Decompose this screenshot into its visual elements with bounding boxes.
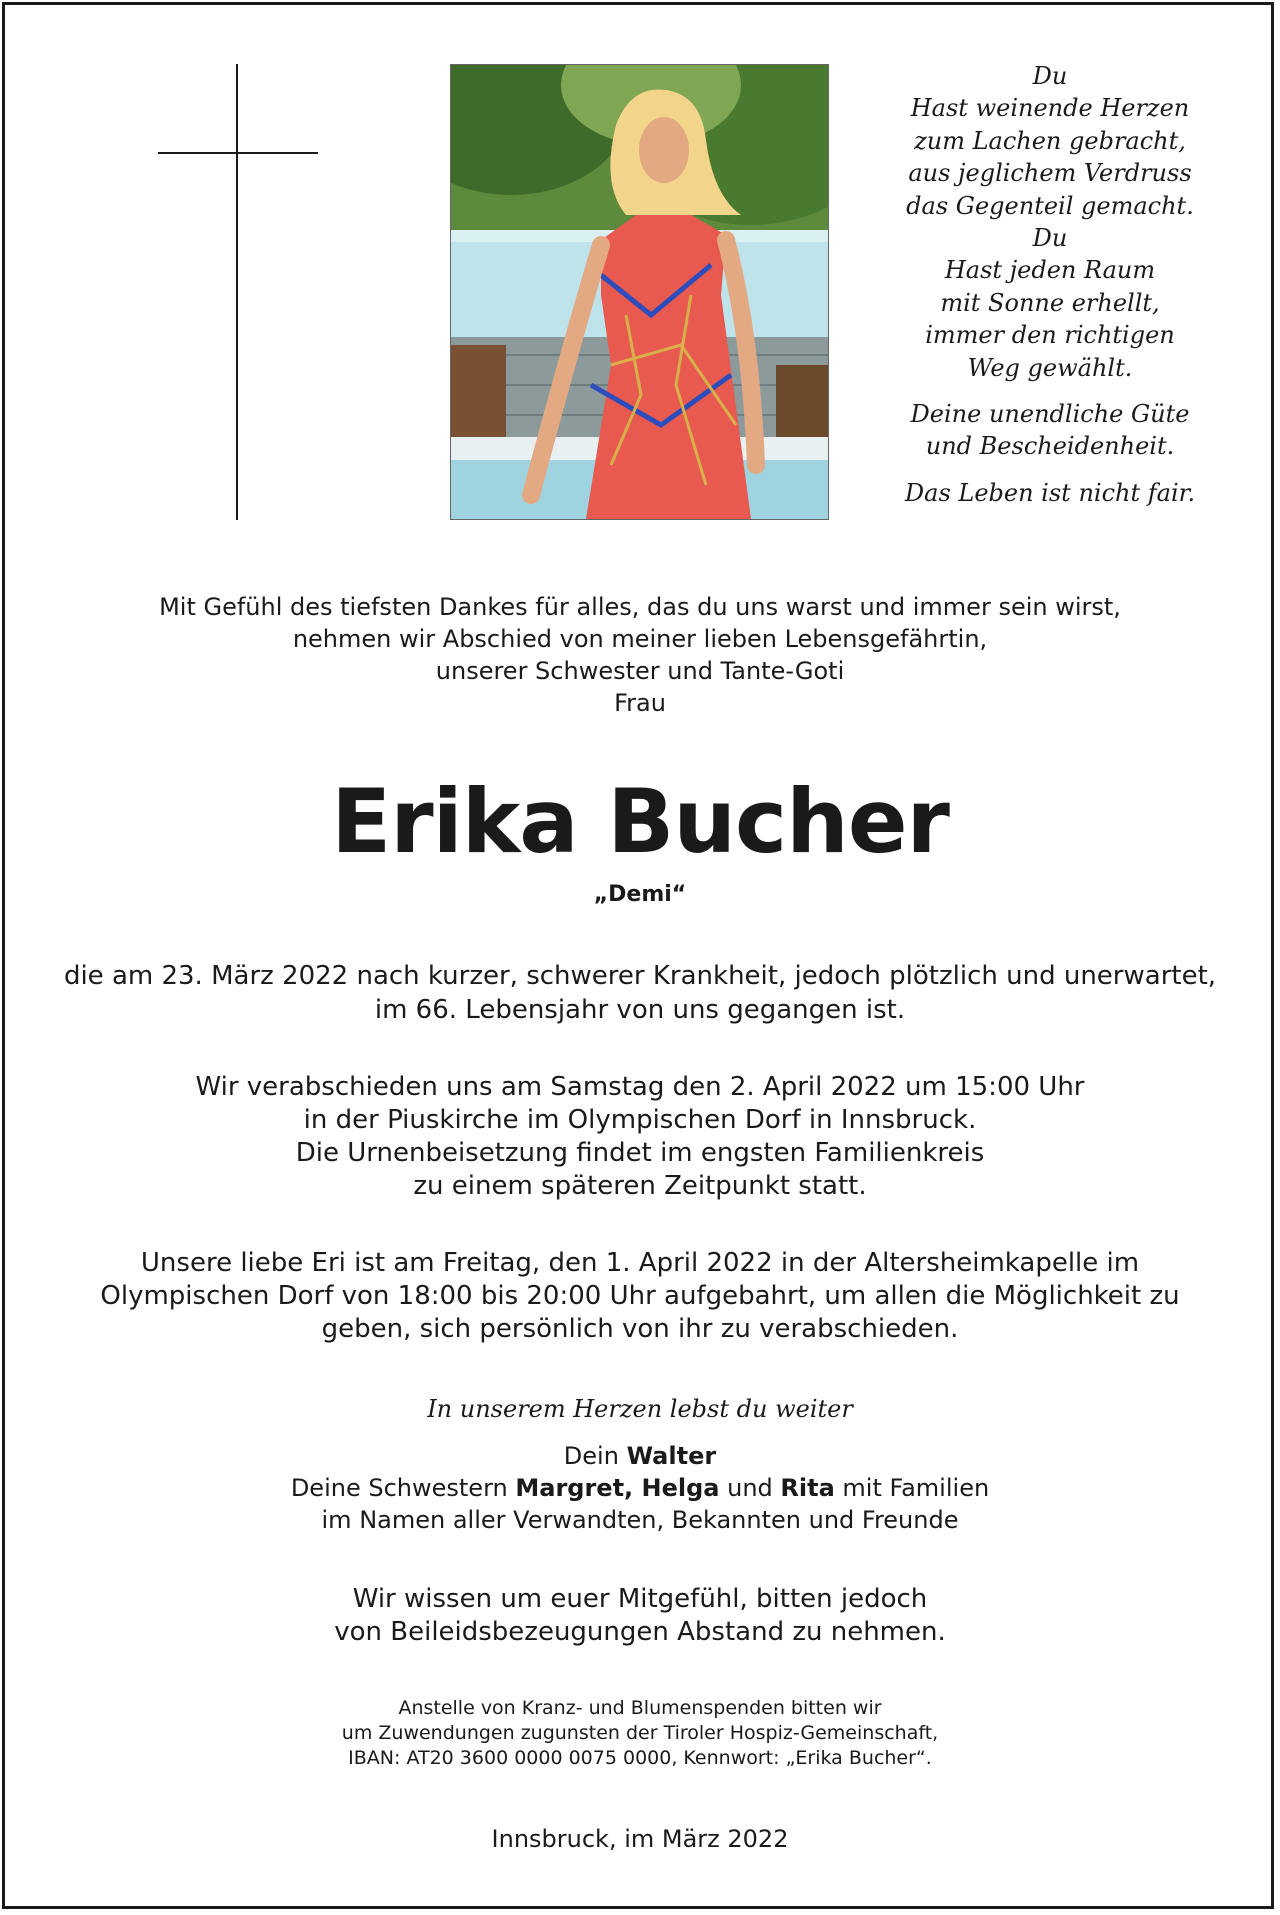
mourners-line-2 (40, 1472, 1240, 1504)
poem-line: Weg gewählt. (967, 353, 1133, 382)
poem-line: Das Leben ist nicht fair. (904, 478, 1196, 507)
poem-line: zum Lachen gebracht, (914, 126, 1186, 155)
poem-line: aus jeglichem Verdruss (908, 159, 1192, 188)
intro-text (40, 591, 1240, 719)
mourner-name: Walter (626, 1442, 717, 1470)
service-line: zu einem späteren Zeitpunkt statt. (413, 1171, 867, 1201)
poem-line: und Bescheidenheit. (925, 432, 1175, 461)
mourner-name: Rita (780, 1474, 835, 1502)
donation-info (40, 1696, 1240, 1771)
service-line: Wir verabschieden uns am Samstag den 2. April 2022 um 15:00 Uhr (195, 1072, 1085, 1102)
poem-line: das Gegenteil gemacht. (906, 191, 1194, 220)
donation-line: Anstelle von Kranz- und Blumenspenden bitten wir (398, 1697, 882, 1719)
wake-line: Unsere liebe Eri ist am Freitag, den 1. April 2022 in der Altersheimkapelle im (140, 1248, 1140, 1278)
mourners-text: mit Familien (834, 1474, 990, 1502)
intro-line: nehmen wir Abschied von meiner lieben Lebensgefährtin, (292, 625, 988, 653)
poem-stanza-2 (880, 398, 1220, 463)
mourners-line-1 (40, 1440, 1240, 1472)
intro-line: Mit Gefühl des tiefsten Dankes für alles, das du uns warst und immer sein wirst, (159, 593, 1121, 621)
intro-line: Frau (614, 689, 666, 717)
mourner-names: Margret, Helga (515, 1474, 720, 1502)
donation-line: um Zuwendungen zugunsten der Tiroler Hospiz-Gemeinschaft, (341, 1722, 939, 1744)
donation-line: IBAN: AT20 3600 0000 0075 0000, Kennwort: „Erika Bucher“. (348, 1747, 932, 1769)
condolence-request (40, 1583, 1240, 1649)
place-date: Innsbruck, im März 2022 (491, 1825, 789, 1853)
poem-stanza-3 (880, 477, 1220, 509)
wake-line: geben, sich persönlich von ihr zu verabschieden. (321, 1314, 959, 1344)
mourners-text: Dein (563, 1442, 627, 1470)
poem-stanza-1 (880, 60, 1220, 384)
mourners (40, 1440, 1240, 1536)
death-notice (40, 959, 1240, 1027)
service-info (40, 1071, 1240, 1203)
intro-line: unserer Schwester und Tante-Goti (435, 657, 845, 685)
condolence-line: Wir wissen um euer Mitgefühl, bitten jedoch (352, 1584, 928, 1614)
mourners-line-3: im Namen aller Verwandten, Bekannten und Freunde (321, 1506, 959, 1534)
poem-line: mit Sonne erhellt, (940, 288, 1160, 317)
condolence-line: von Beileidsbezeugungen Abstand zu nehmen. (334, 1617, 946, 1647)
poem-line: Du (1032, 224, 1068, 253)
death-line: im 66. Lebensjahr von uns gegangen ist. (374, 995, 906, 1025)
wake-info (40, 1247, 1240, 1346)
nickname: „Demi“ (593, 882, 687, 907)
poem-line: immer den richtigen (925, 321, 1175, 350)
poem-line: Hast weinende Herzen (910, 94, 1190, 123)
wake-line: Olympischen Dorf von 18:00 bis 20:00 Uhr aufgebahrt, um allen die Möglichkeit zu (100, 1281, 1180, 1311)
mourners-text: Deine Schwestern (290, 1474, 516, 1502)
service-line: Die Urnenbeisetzung findet im engsten Familienkreis (295, 1138, 985, 1168)
deceased-name: Erika Bucher (331, 770, 949, 873)
mourners-text: und (719, 1474, 781, 1502)
poem-line: Du (1032, 62, 1068, 90)
portrait-photo (450, 64, 829, 520)
motto: In unserem Herzen lebst du weiter (427, 1395, 853, 1423)
poem (880, 60, 1220, 523)
service-line: in der Piuskirche im Olympischen Dorf in Innsbruck. (303, 1105, 977, 1135)
poem-line: Hast jeden Raum (944, 256, 1156, 285)
death-line: die am 23. März 2022 nach kurzer, schwerer Krankheit, jedoch plötzlich und unerwartet, (63, 961, 1217, 991)
poem-line: Deine unendliche Güte (910, 400, 1190, 429)
